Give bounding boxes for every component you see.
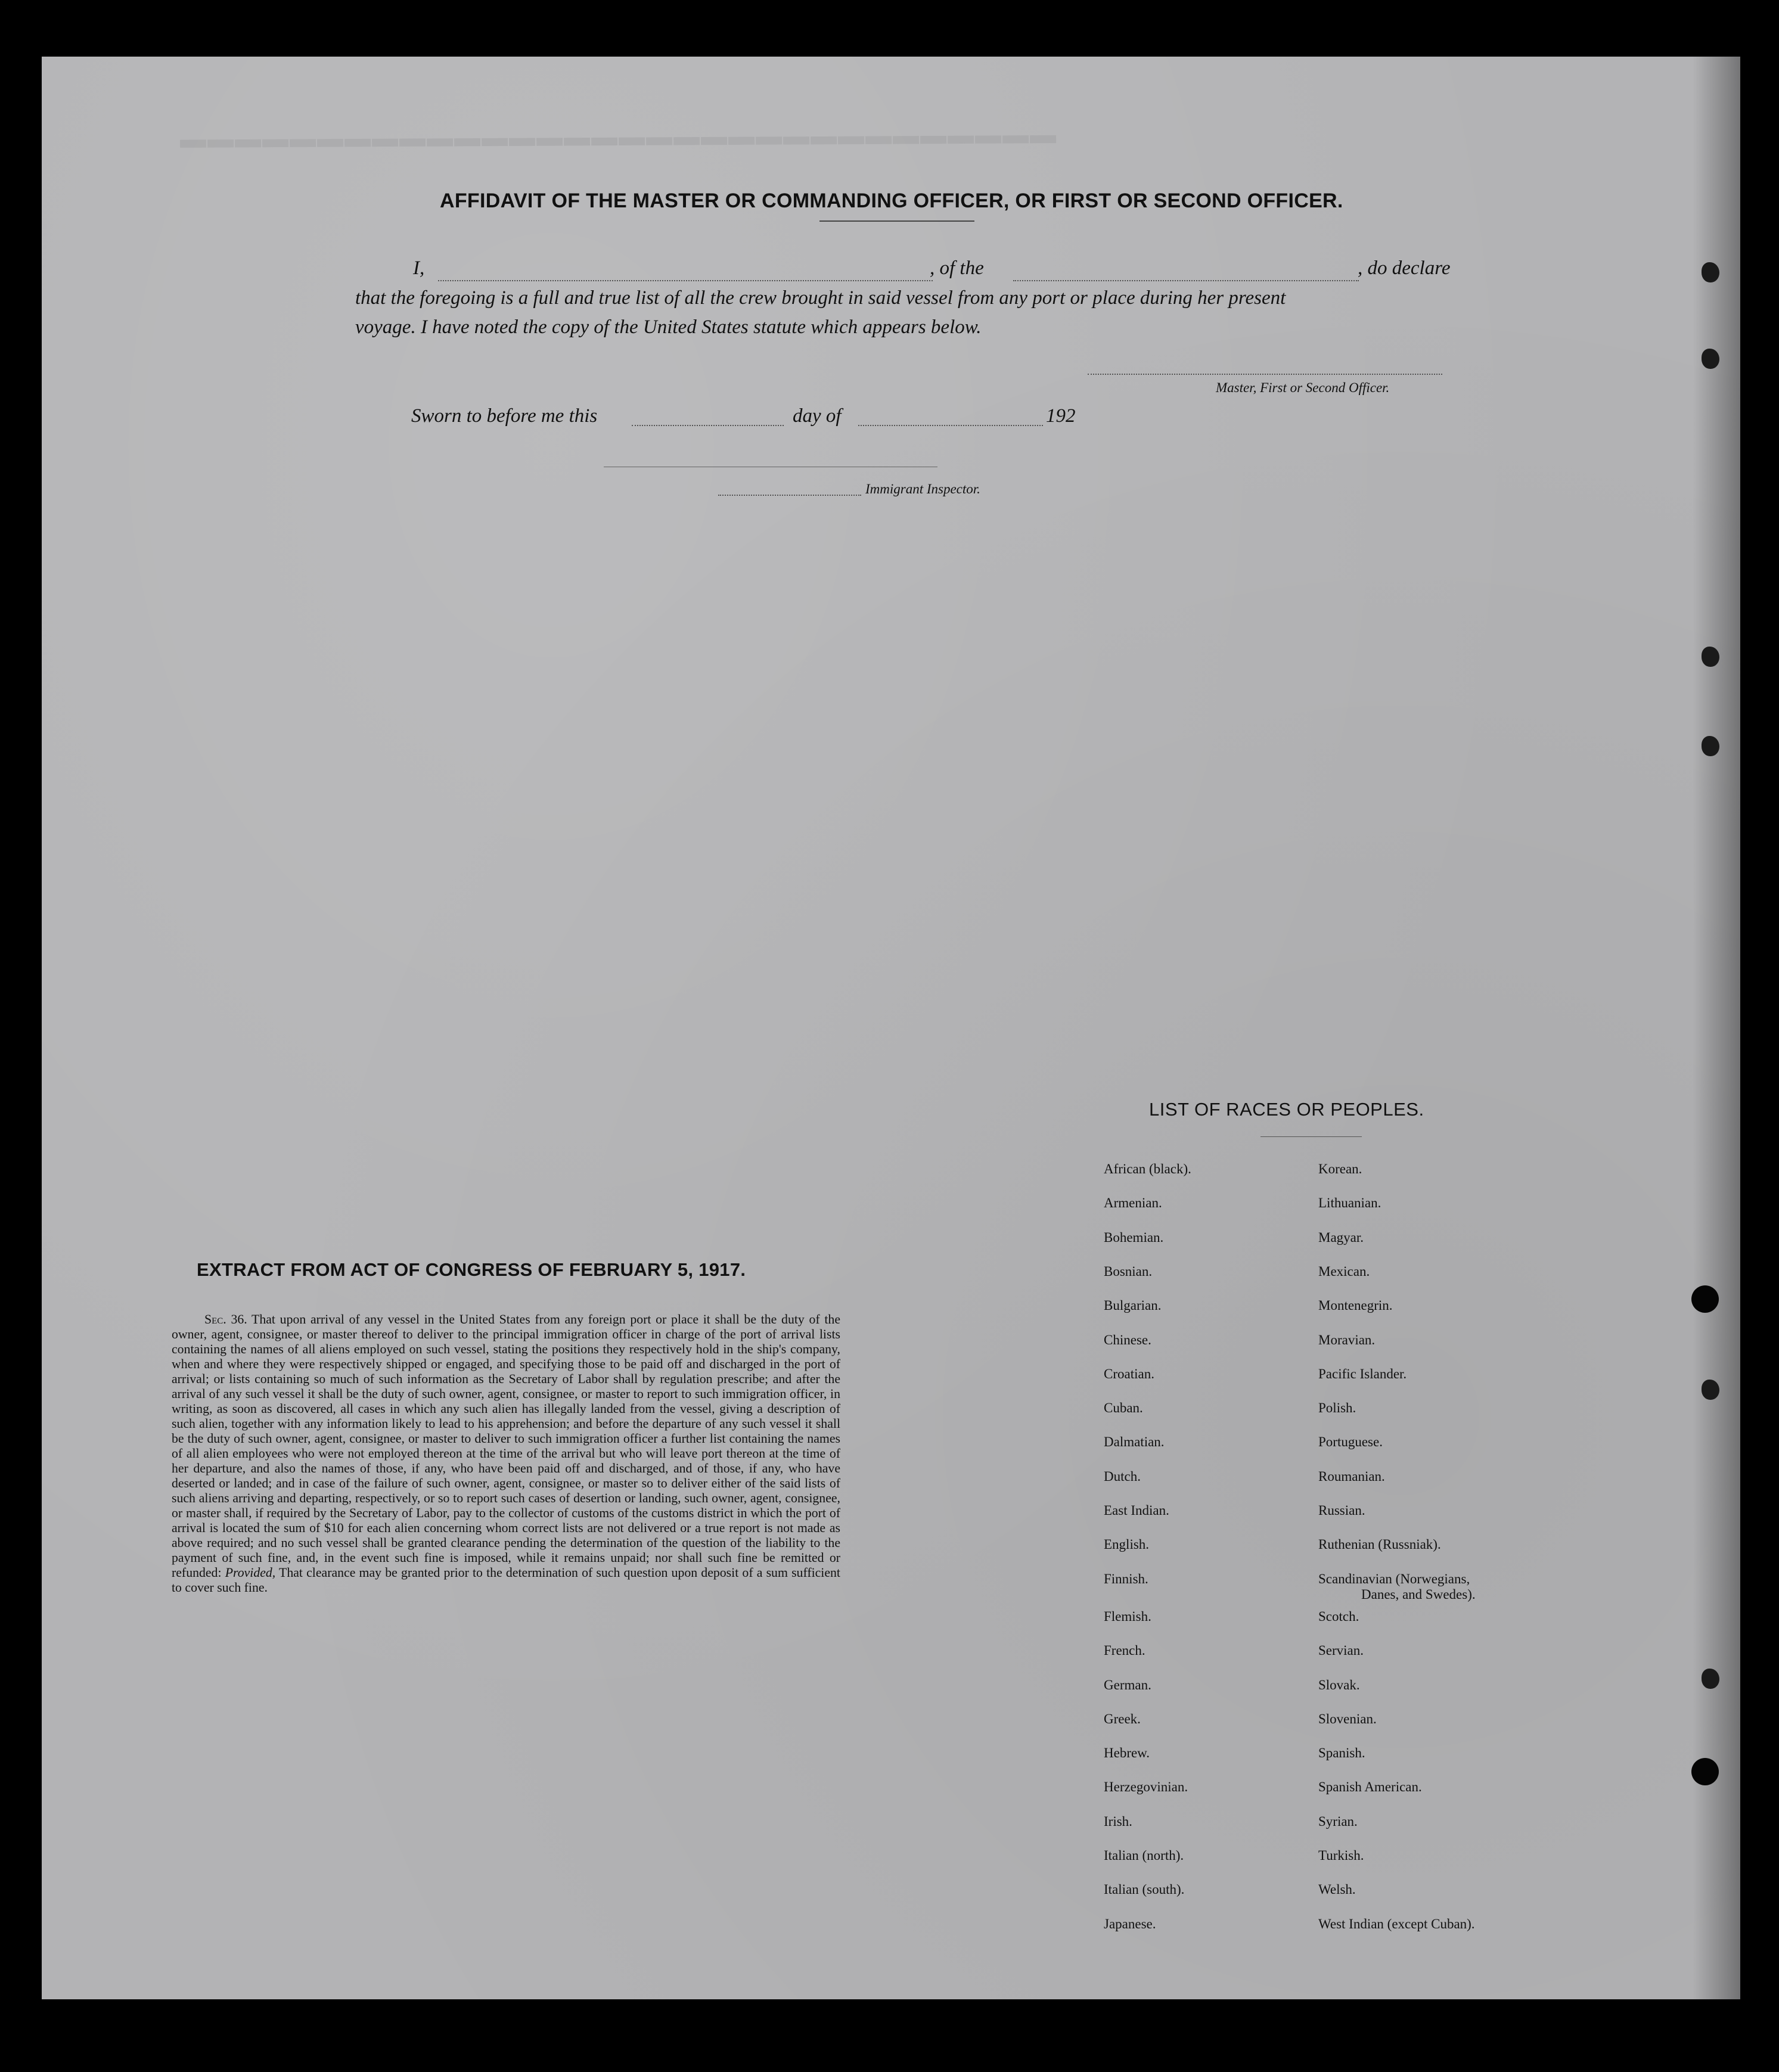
race-item: Lithuanian. <box>1318 1195 1381 1211</box>
race-item: Turkish. <box>1318 1848 1364 1863</box>
race-item: Ruthenian (Russniak). <box>1318 1537 1441 1552</box>
punch-hole <box>1691 1758 1719 1785</box>
race-item: Chinese. <box>1104 1332 1151 1347</box>
affidavit-of-the: , of the <box>930 257 984 279</box>
race-item: Bosnian. <box>1104 1263 1153 1279</box>
signature-caption: Master, First or Second Officer. <box>1216 380 1390 395</box>
act-title: EXTRACT FROM ACT OF CONGRESS OF FEBRUARY 5, 1917. <box>197 1259 746 1280</box>
document-page <box>42 57 1740 1999</box>
race-item: Japanese. <box>1104 1916 1156 1931</box>
race-item: English. <box>1104 1537 1150 1552</box>
race-item: Armenian. <box>1104 1195 1162 1211</box>
sworn-month-field <box>858 425 1043 426</box>
race-item: Slovak. <box>1318 1677 1360 1692</box>
affidavit-declare: , do declare <box>1358 257 1451 279</box>
race-item: Croatian. <box>1104 1366 1154 1381</box>
race-item: East Indian. <box>1104 1503 1169 1518</box>
master-name-field <box>438 280 933 281</box>
race-item: Korean. <box>1318 1161 1362 1176</box>
affidavit-line-3: voyage. I have noted the copy of the United States statute which appears below. <box>355 316 982 338</box>
race-item: Hebrew. <box>1104 1745 1150 1761</box>
inspector-name-field <box>718 495 861 496</box>
race-item: Russian. <box>1318 1503 1365 1518</box>
sworn-year: 192 <box>1046 405 1076 427</box>
race-item: Scandinavian (Norwegians, <box>1318 1571 1470 1586</box>
race-item: Montenegrin. <box>1318 1298 1393 1313</box>
race-item: Cuban. <box>1104 1400 1143 1416</box>
race-item: French. <box>1104 1643 1145 1658</box>
race-item: African (black). <box>1104 1161 1191 1176</box>
sworn-day-field <box>632 425 784 426</box>
sworn-prefix: Sworn to before me this <box>411 405 598 427</box>
race-item-continuation: Danes, and Swedes). <box>1361 1586 1476 1602</box>
race-item: West Indian (except Cuban). <box>1318 1916 1475 1931</box>
affidavit-title-underline <box>819 220 974 222</box>
affidavit-i: I, <box>413 257 425 279</box>
race-item: Italian (north). <box>1104 1848 1184 1863</box>
binding-stub <box>1702 647 1719 667</box>
race-item: Italian (south). <box>1104 1882 1185 1897</box>
act-proviso: Provided, <box>225 1565 276 1580</box>
act-body: That upon arrival of any vessel in the United States from any foreign port or place it shall be the duty of the owner, agent, consignee, or master thereof to deliver to the principal immigration officer in charge of the port of arrival lists containing the names of all aliens employed on such vessel, stating the positions they respectively hold in the ship's company, when and where they were respectively shipped or engaged, and specifying those to be paid off and discharged in the port of arrival; or lists containing so much of such information as the Secretary of Labor shall by regulation prescribe; and after the arrival of any such vessel it shall be the duty of such owner, agent, consignee, or master to report to such immigration officer, in writing, as soon as discovered, all cases in which any such alien has illegally landed from the vessel, giving a description of such alien, together with any information likely to lead to his apprehension; and before the departure of any such vessel it shall be the duty of such owner, agent, consignee, or master to deliver to such immigration officer a further list containing the names of all alien employees who were not employed thereon at the time of the arrival but who will leave port thereon at the time of her departure, and also the names of those, if any, who have been paid off and discharged, and of those, if any, who have deserted or landed; and in case of the failure of such owner, agent, consignee, or master so to deliver either of the said lists of such aliens arriving and departing, respectively, or so to report such cases of desertion or landing, such owner, agent, consignee, or master shall, if required by the Secretary of Labor, pay to the collector of customs of the customs district in which the port of arrival is located the sum of $10 for each alien concerning whom correct lists are not delivered or a true report is not made as above required; and no such vessel shall be granted clearance pending the determination of the question of the liability to the payment of such fine, and, in the event such fine is imposed, while it remains unpaid; nor shall such fine be remitted or refunded: <box>172 1312 841 1580</box>
race-item: Scotch. <box>1318 1608 1359 1624</box>
race-item: Magyar. <box>1318 1229 1364 1245</box>
page-edge-shadow <box>1693 57 1740 1999</box>
race-item: Mexican. <box>1318 1263 1370 1279</box>
race-item: Finnish. <box>1104 1571 1148 1586</box>
races-title: LIST OF RACES OR PEOPLES. <box>1149 1099 1424 1120</box>
binding-stub <box>1702 262 1719 282</box>
act-section-label: Sec. 36. <box>204 1312 247 1327</box>
vessel-name-field <box>1013 280 1359 281</box>
race-item: Welsh. <box>1318 1882 1356 1897</box>
race-item: Roumanian. <box>1318 1468 1385 1484</box>
race-item: Polish. <box>1318 1400 1356 1416</box>
binding-stub <box>1702 349 1719 369</box>
act-body-end: That clearance may be granted prior to the determination of such question upon deposit of a sum sufficient to cover such fine. <box>172 1565 840 1595</box>
race-item: Bulgarian. <box>1104 1298 1162 1313</box>
race-item: Pacific Islander. <box>1318 1366 1407 1381</box>
races-title-underline <box>1260 1136 1362 1137</box>
race-item: Herzegovinian. <box>1104 1779 1188 1795</box>
race-item: German. <box>1104 1677 1151 1692</box>
inspector-caption: Immigrant Inspector. <box>865 482 980 496</box>
race-item: Dutch. <box>1104 1468 1141 1484</box>
race-item: Slovenian. <box>1318 1711 1377 1726</box>
binding-stub <box>1702 1669 1719 1689</box>
race-item: Portuguese. <box>1318 1434 1383 1450</box>
binding-stub <box>1702 736 1719 756</box>
race-item: Spanish American. <box>1318 1779 1422 1795</box>
race-item: Bohemian. <box>1104 1229 1164 1245</box>
race-item: Irish. <box>1104 1813 1132 1829</box>
race-item: Dalmatian. <box>1104 1434 1165 1450</box>
race-item: Moravian. <box>1318 1332 1376 1347</box>
sworn-day-of: day of <box>793 405 842 427</box>
race-item: Servian. <box>1318 1643 1364 1658</box>
act-text <box>172 1312 840 1595</box>
affidavit-line-2: that the foregoing is a full and true list of all the crew brought in said vessel from any port or place during her present <box>355 287 1286 309</box>
binding-stub <box>1702 1380 1719 1400</box>
race-item: Greek. <box>1104 1711 1141 1726</box>
affidavit-title: AFFIDAVIT OF THE MASTER OR COMMANDING OFFICER, OR FIRST OR SECOND OFFICER. <box>440 190 1343 212</box>
race-item: Syrian. <box>1318 1813 1358 1829</box>
race-item: Spanish. <box>1318 1745 1365 1761</box>
bleed-through-heading: ▬▬▬▬▬▬▬▬▬▬▬▬▬▬▬▬▬▬▬▬▬▬▬▬▬▬▬▬▬▬▬▬ <box>178 120 1057 154</box>
signature-field <box>1088 374 1442 375</box>
race-item: Flemish. <box>1104 1608 1151 1624</box>
punch-hole <box>1691 1285 1719 1313</box>
